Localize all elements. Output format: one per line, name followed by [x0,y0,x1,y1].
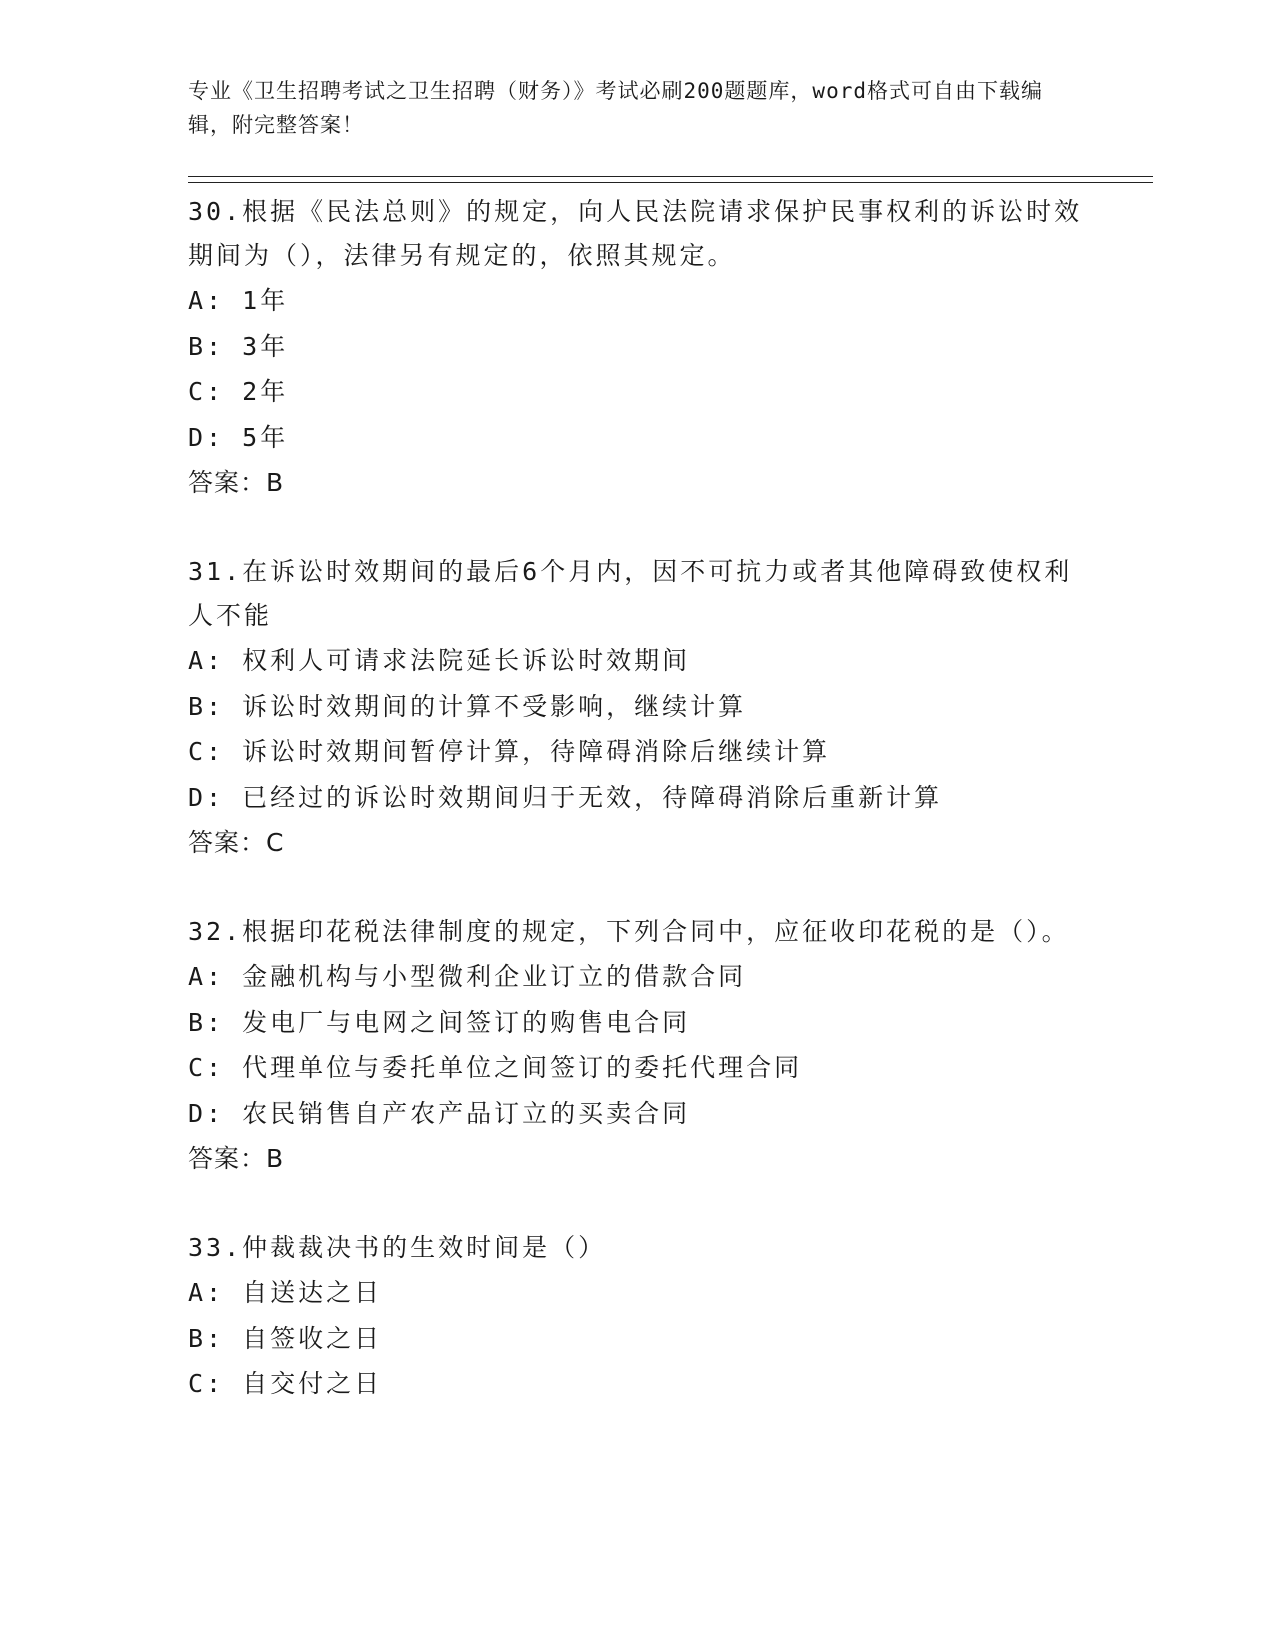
option-d: D: 农民销售自产农产品订立的买卖合同 [188,1098,691,1128]
option-b: B: 自签收之日 [188,1323,383,1353]
option-d: D: 已经过的诉讼时效期间归于无效，待障碍消除后重新计算 [188,782,943,812]
question-stem: 31.在诉讼时效期间的最后6个月内，因不可抗力或者其他障碍致使权利人不能 [188,557,1073,630]
option-d: D: 5年 [188,422,289,452]
question-stem: 33.仲裁裁决书的生效时间是（） [188,1233,607,1262]
option-c: C: 2年 [188,377,289,406]
header-divider-bottom [188,182,1153,183]
option-b: B: 诉讼时效期间的计算不受影响，继续计算 [188,691,747,721]
option-a: A: 金融机构与小型微利企业订立的借款合同 [188,962,747,991]
option-b: B: 3年 [188,331,289,361]
option-b: B: 发电厂与电网之间签订的购售电合同 [188,1007,691,1037]
header-divider-top [188,176,1153,177]
question-stem: 32.根据印花税法律制度的规定，下列合同中，应征收印花税的是（）。 [188,917,1070,946]
question-31 [188,550,1088,866]
option-a: A: 权利人可请求法院延长诉讼时效期间 [188,646,691,675]
option-c: C: 自交付之日 [188,1369,383,1398]
question-33 [188,1226,1088,1407]
document-header: 专业《卫生招聘考试之卫生招聘（财务）》考试必刷200题题库，word格式可自由下载编辑，附完整答案！ [188,79,1043,137]
answer: 答案：C [188,828,285,857]
question-30 [188,190,1088,506]
option-a: A: 自送达之日 [188,1278,383,1307]
question-list [188,190,1088,1407]
question-stem: 30.根据《民法总则》的规定，向人民法院请求保护民事权利的诉讼时效期间为（），法律另有规定的，依照其规定。 [188,197,1083,270]
option-a: A: 1年 [188,286,289,315]
answer: 答案：B [188,468,285,497]
option-c: C: 代理单位与委托单位之间签订的委托代理合同 [188,1053,803,1082]
question-32 [188,910,1088,1182]
option-c: C: 诉讼时效期间暂停计算，待障碍消除后继续计算 [188,737,831,766]
answer: 答案：B [188,1144,285,1173]
